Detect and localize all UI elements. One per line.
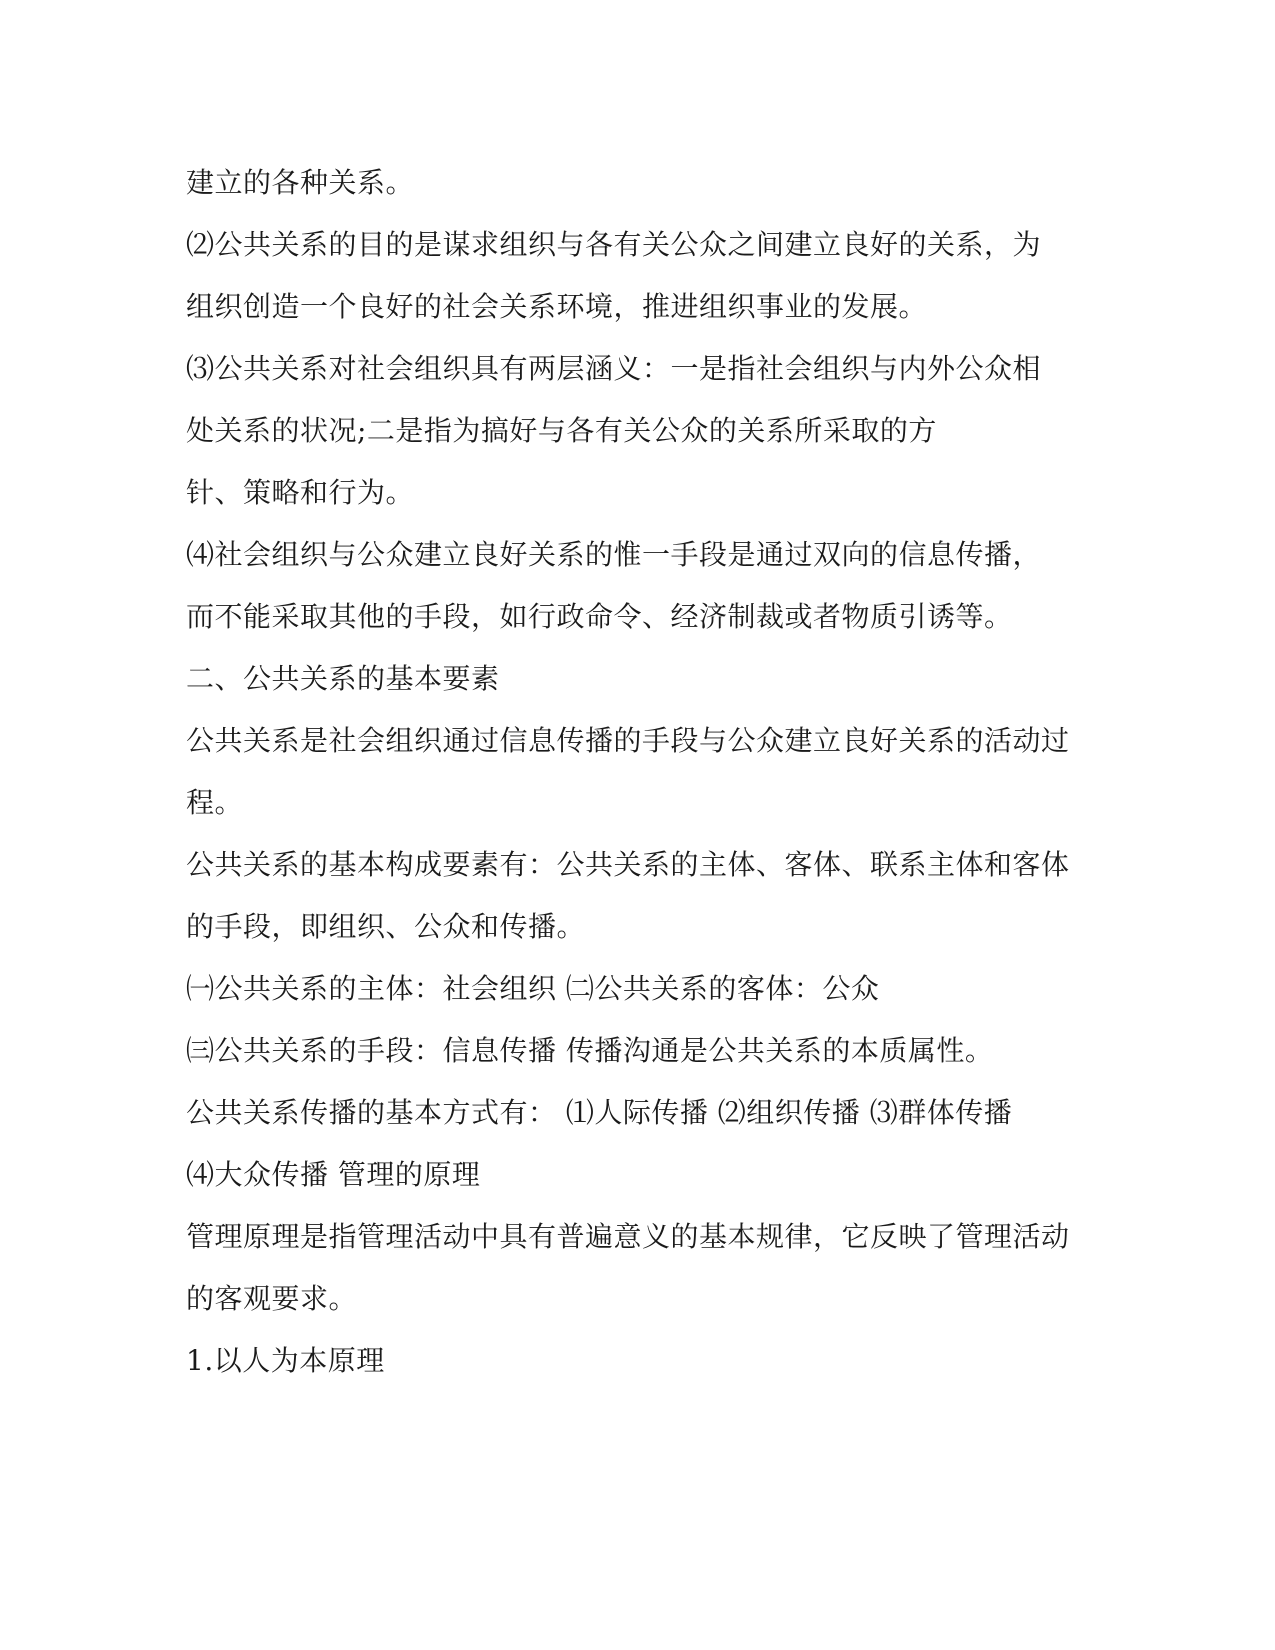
text-line: ⑶公共关系对社会组织具有两层涵义：一是指社会组织与内外公众相 xyxy=(186,352,1042,385)
text-line: 公共关系传播的基本方式有： ⑴人际传播 ⑵组织传播 ⑶群体传播 xyxy=(186,1096,1013,1129)
text-line: ㈠公共关系的主体：社会组织 ㈡公共关系的客体：公众 xyxy=(186,972,880,1005)
section-heading: 二、公共关系的基本要素 xyxy=(186,662,500,695)
text-line: 程。 xyxy=(186,786,244,819)
text-line: 组织创造一个良好的社会关系环境，推进组织事业的发展。 xyxy=(186,290,928,323)
text-line: 公共关系的基本构成要素有：公共关系的主体、客体、联系主体和客体 xyxy=(186,848,1070,881)
text-line: ⑷大众传播 管理的原理 xyxy=(186,1158,481,1191)
section-heading: 1.以人为本原理 xyxy=(186,1344,385,1377)
text-line: 的客观要求。 xyxy=(186,1282,358,1315)
text-line: 而不能采取其他的手段，如行政命令、经济制裁或者物质引诱等。 xyxy=(186,600,1013,633)
text-line: 管理原理是指管理活动中具有普遍意义的基本规律，它反映了管理活动 xyxy=(186,1220,1070,1253)
text-line: ⑷社会组织与公众建立良好关系的惟一手段是通过双向的信息传播， xyxy=(186,538,1042,571)
text-line: ㈢公共关系的手段：信息传播 传播沟通是公共关系的本质属性。 xyxy=(186,1034,994,1067)
text-line: ⑵公共关系的目的是谋求组织与各有关公众之间建立良好的关系，为 xyxy=(186,228,1042,261)
text-line: 针、策略和行为。 xyxy=(186,476,415,509)
text-line: 建立的各种关系。 xyxy=(186,166,415,199)
text-line: 的手段，即组织、公众和传播。 xyxy=(186,910,586,943)
text-line: 公共关系是社会组织通过信息传播的手段与公众建立良好关系的活动过 xyxy=(186,724,1070,757)
text-line: 处关系的状况;二是指为搞好与各有关公众的关系所采取的方 xyxy=(186,414,937,447)
